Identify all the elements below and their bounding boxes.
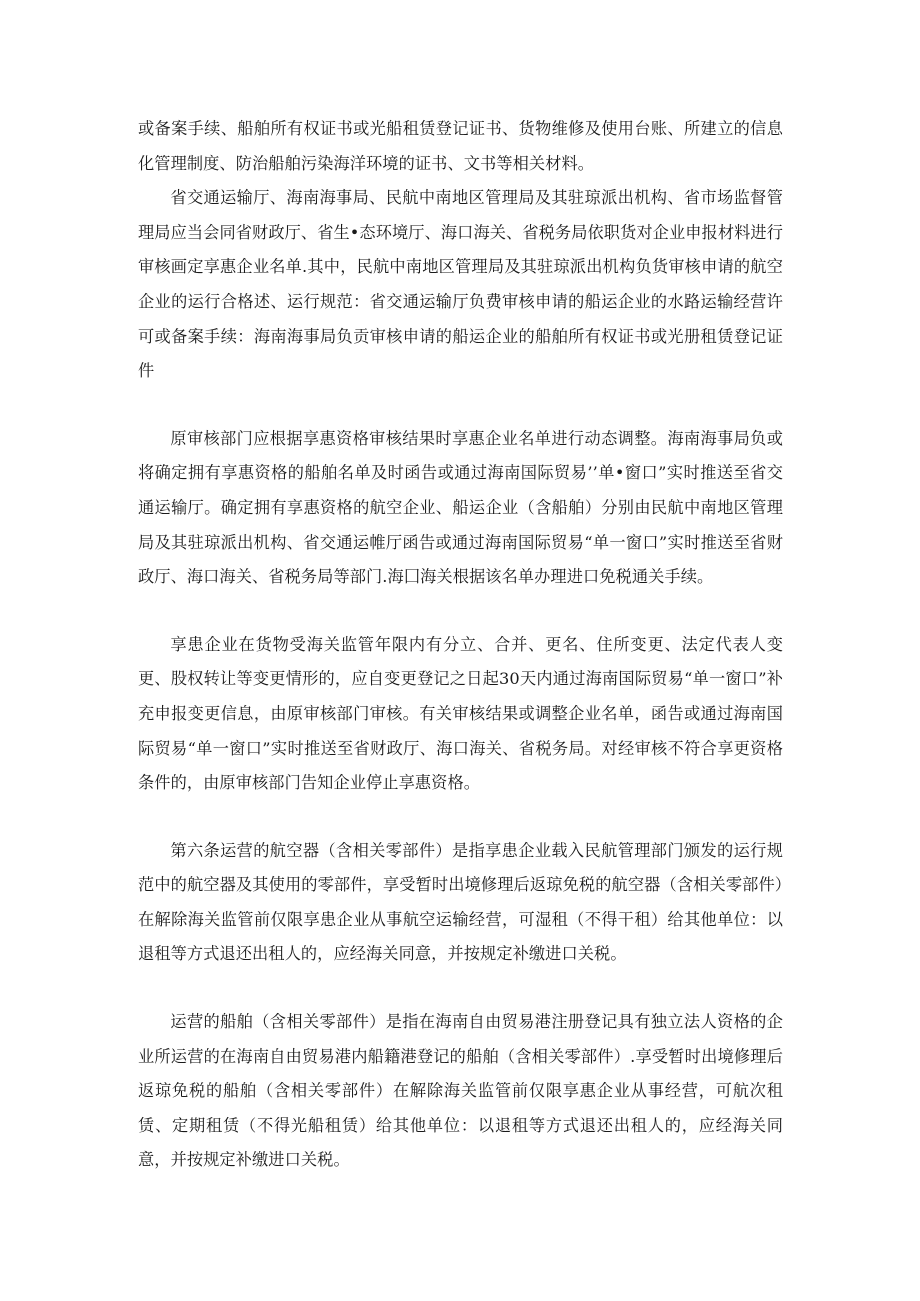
paragraph-6: 运营的船舶（含相关零部件）是指在海南自由贸易港注册登记具有独立法人资格的企业所运营的在海南自由贸易港内船籍港登记的船舶（含相关零部件）.享受暂时出境修理后返琼免税的船舶（含相关零部件）在解除海关监管前仅限享惠企业从事经营，可航次租赁、定期租赁（不得光船租赁）给其他单位：以退租等方式退还出租人的，应经海关同意，并按规定补缴进口关税。 bbox=[138, 1012, 783, 1170]
document-body bbox=[138, 112, 783, 1178]
paragraph-3: 原审核部门应根据享惠资格审核结果时享惠企业名单进行动态调整。海南海事局负或将确定拥有享惠资格的船舶名单及时函告或通过海南国际贸易’’单•窗口”实时推送至省交通运输厅。确定拥有享惠资格的航空企业、船运企业（含船舶）分别由民航中南地区管理局及其驻琼派出机构、省交通运帷厅函告或通过海南国际贸易“单一窗口”实时推送至省财政厅、海口海关、省税务局等部门.海囗海关根据该名单办理进口免税通关手续。 bbox=[138, 428, 783, 587]
paragraph-5: 第六条运营的航空器（含相关零部件）是指享患企业载入民航管理部门颁发的运行规范中的航空器及其使用的零部件，享受暂时出境修理后返琼免税的航空器（含相关零部件）在解除海关监管前仅限享患企业从事航空运输经营，可湿租（不得干租）给其他单位：以退租等方式退还出租人的，应经海关同意，并按规定补缴进口关税。 bbox=[138, 840, 783, 964]
paragraph-2: 省交通运输厅、海南海事局、民航中南地区管理局及其驻琼派出机构、省市场监督管理局应当会同省财政厅、省生•态环境厅、海口海关、省税务局依职货对企业申报材料进行审核画定享惠企业名单.其中，民航中南地区管理局及其驻琼派出机构负货审核申请的航空企业的运行合格述、运行规范：省交通运输厅负费审核申请的船运企业的水路运输经营许可或备案手续：海南海事局负贡审核申请的船运企业的船舶所有权证书或光册租赁登记证件 bbox=[138, 188, 783, 381]
paragraph-4: 享患企业在货物受海关监管年限内有分立、合并、更名、住所变更、法定代表人变更、股权转让等变更情形的，应自变更登记之日起30天内通过海南国际贸易“单一窗口”补充申报变更信息，由原审核部门审核。有关审核结果或调整企业名单，函告或通过海南国际贸易“单一窗口”实时推送至省财政厅、海口海关、省税务局。对经审核不符合享更资格条件的，由原审核部门告知企业停止享惠资格。 bbox=[138, 634, 783, 793]
paragraph-1: 或备案手续、船舶所有权证书或光船租赁登记证书、货物维修及使用台账、所建立的信息化管理制度、防治船舶污染海洋环境的证书、文书等相关材料。 bbox=[138, 119, 783, 173]
